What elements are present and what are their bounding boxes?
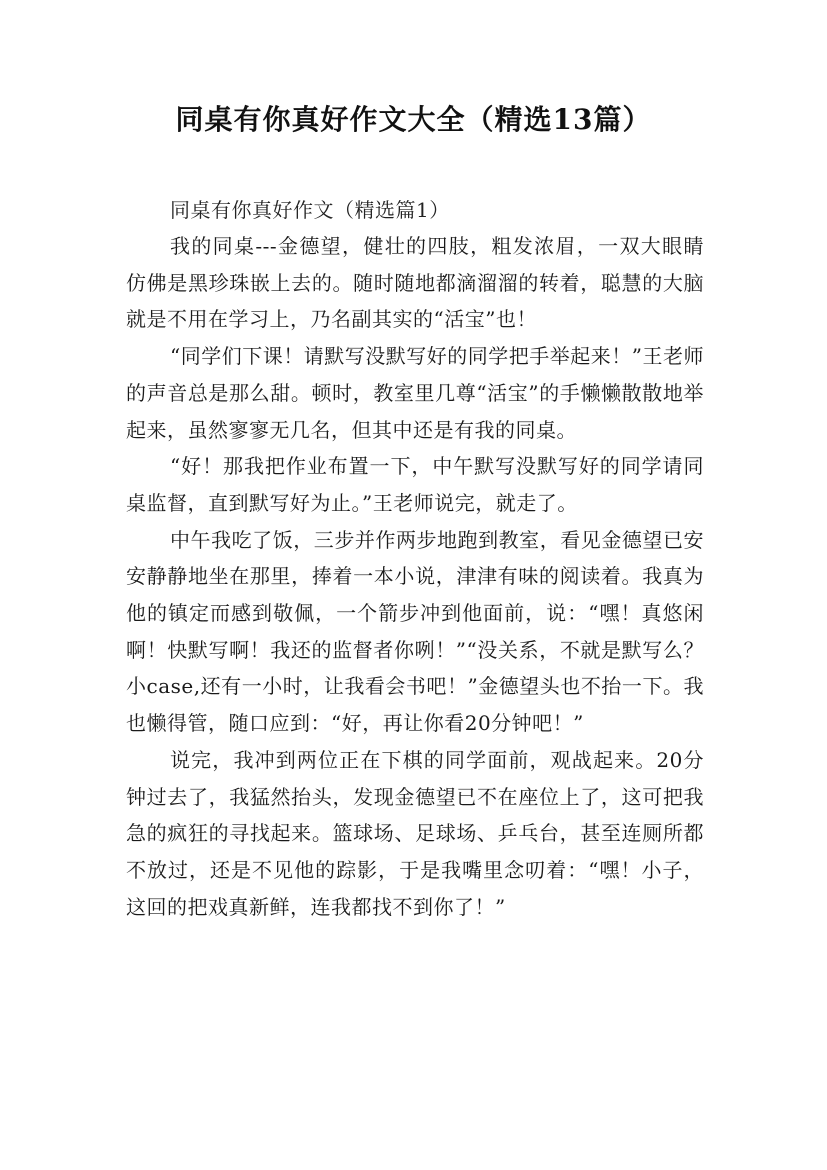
paragraph-4: 中午我吃了饭，三步并作两步地跑到教室，看见金德望已安安静静地坐在那里，捧着一本小说，津津有味的阅读着。我真为他的镇定而感到敬佩，一个箭步冲到他面前，说：“嘿！真悠闲啊！快默写啊！我还的监督者你咧！”“没关系，不就是默写么？小case,还有一小时，让我看会书吧！”金德望头也不抬一下。我也懒得管，随口应到：“好，再让你看20分钟吧！”	[126, 527, 704, 736]
document-body	[126, 192, 704, 925]
paragraph-5: 说完，我冲到两位正在下棋的同学面前，观战起来。20分钟过去了，我猛然抬头，发现金德望已不在座位上了，这可把我急的疯狂的寻找起来。篮球场、足球场、乒乓台，甚至连厕所都不放过，还是不见他的踪影，于是我嘴里念叨着：“嘿！小子，这回的把戏真新鲜，连我都找不到你了！”	[126, 747, 704, 919]
section-title: 同桌有你真好作文（精选篇1）	[170, 198, 450, 222]
paragraph-1: 我的同桌---金德望，健壮的四肢，粗发浓眉，一双大眼睛仿佛是黑珍珠嵌上去的。随时随地都滴溜溜的转着，聪慧的大脑就是不用在学习上，乃名副其实的“活宝”也！	[126, 234, 704, 332]
paragraph-2: “同学们下课！请默写没默写好的同学把手举起来！”王老师的声音总是那么甜。顿时，教室里几尊“活宝”的手懒懒散散地举起来，虽然寥寥无几名，但其中还是有我的同桌。	[126, 344, 704, 442]
paragraph-3: “好！那我把作业布置一下，中午默写没默写好的同学请同桌监督，直到默写好为止。”王老师说完，就走了。	[126, 454, 704, 515]
document-title: 同桌有你真好作文大全（精选13篇）	[175, 103, 652, 136]
